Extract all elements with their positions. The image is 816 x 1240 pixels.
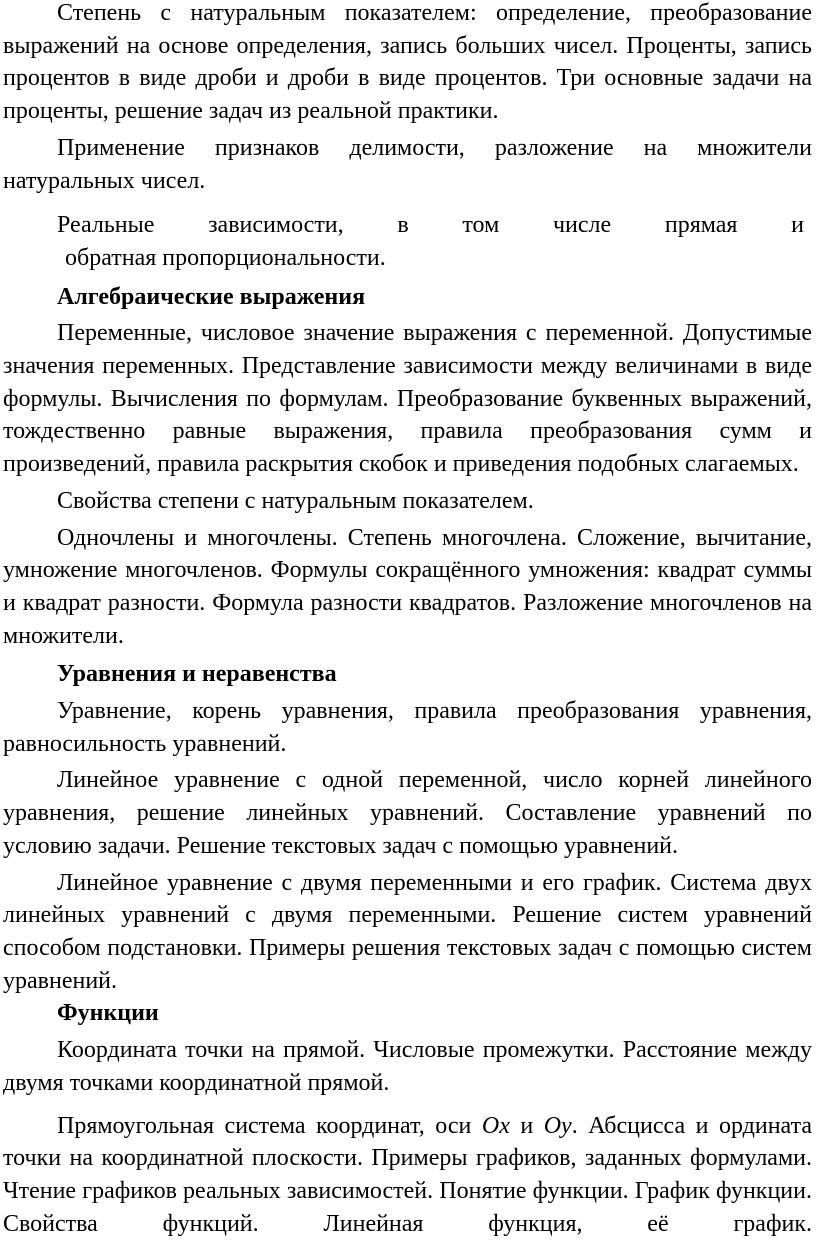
proportionality-line-1: Реальные зависимости, в том числе прямая и xyxy=(57,212,804,239)
paragraph-variables: Переменные, числовое значение выражения с переменной. Допустимые значения переменных. Представление зависимости между величинами в виде формулы. Вычисления по формулам. Преобразование буквенных выражений, тождественно равные выражения, правила преобразования сумм и произведений, правила раскрытия скобок и приведения подобных слагаемых. xyxy=(3,320,812,478)
paragraph-equation-root: Уравнение, корень уравнения, правила преобразования уравнения, равносильность уравнений. xyxy=(3,698,812,757)
proportionality-line-2: обратная пропорциональности. xyxy=(65,244,386,271)
heading-functions: Функции xyxy=(57,1000,159,1027)
paragraph-divisibility: Применение признаков делимости, разложение на множители натуральных чисел. xyxy=(3,134,812,194)
heading-algebraic-expressions: Алгебраические выражения xyxy=(57,283,366,310)
heading-equations: Уравнения и неравенства xyxy=(57,661,337,688)
coordinate-system-text-b: . Абсцисса и ордината точки на координатной плоскости. Примеры графиков, заданных формулами. Чтение графиков реальных зависимостей. Понятие функции. График функции. Свойства функций. Линейная функция, её график. xyxy=(3,1112,813,1237)
paragraph-linear-system: Линейное уравнение с двумя переменными и его график. Система двух линейных уравнений с двумя переменными. Решение систем уравнений способом подстановки. Примеры решения текстовых задач с помощью систем уравнений. xyxy=(3,869,812,994)
paragraph-polynomials: Одночлены и многочлены. Степень многочлена. Сложение, вычитание, умножение многочленов. Формулы сокращённого умножения: квадрат суммы и квадрат разности. Формула разности квадратов. Разложение многочленов на множители. xyxy=(3,524,812,649)
coordinate-system-text-a: Прямоугольная система координат, оси xyxy=(57,1112,482,1139)
coordinate-system-conj: и xyxy=(509,1112,544,1139)
axis-ox-label: Ox xyxy=(481,1112,510,1139)
paragraph-coordinate-system xyxy=(3,1110,812,1240)
paragraph-linear-equation: Линейное уравнение с одной переменной, число корней линейного уравнения, решение линейных уравнений. Составление уравнений по условию задачи. Решение текстовых задач с помощью уравнений. xyxy=(3,767,812,859)
paragraph-coordinate-line: Координата точки на прямой. Числовые промежутки. Расстояние между двумя точками координатной прямой. xyxy=(3,1037,812,1096)
paragraph-proportionality xyxy=(3,209,812,274)
paragraph-power-properties: Свойства степени с натуральным показателем. xyxy=(57,487,534,514)
axis-oy-label: Oy xyxy=(543,1112,572,1139)
paragraph-degree-percent: Степень с натуральным показателем: определение, преобразование выражений на основе определения, запись больших чисел. Проценты, запись процентов в виде дроби и дроби в виде процентов. Три основные задачи на проценты, решение задач из реальной практики. xyxy=(3,0,812,125)
